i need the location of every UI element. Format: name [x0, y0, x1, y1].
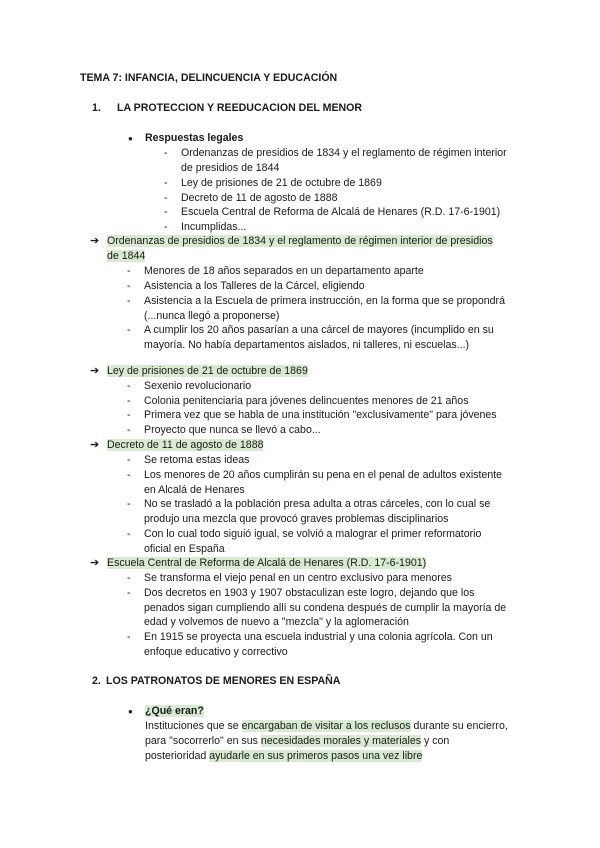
escuela-item-cont: enfoque educativo y correctivo [144, 646, 288, 658]
escuela-item: Se transforma el viejo penal en un centro exclusivo para menores [144, 572, 452, 584]
dash-icon: - [127, 528, 131, 540]
dash-icon: - [127, 424, 131, 436]
dash-icon: - [127, 380, 131, 392]
ordenanzas-item: A cumplir los 20 años pasarían a una cárcel de mayores (incumplido en su [144, 324, 494, 336]
arrow-right-icon: ➔ [90, 439, 100, 451]
patronatos-line: para "socorrerlo" en sus necesidades morales y materiales y con [145, 735, 450, 747]
arrow-right-icon: ➔ [90, 557, 100, 569]
dash-icon: - [127, 265, 131, 277]
ley-item: Primera vez que se habla de una institución "exclusivamente" para jóvenes [144, 409, 497, 421]
escuela-heading: Escuela Central de Reforma de Alcalá de Henares (R.D. 17-6-1901) [107, 557, 427, 569]
ley-item: Proyecto que nunca se llevó a cabo... [144, 424, 321, 436]
escuela-item: En 1915 se proyecta una escuela industrial y una colonia agrícola. Con un [144, 631, 493, 643]
dash-icon: - [164, 177, 168, 189]
decreto-item-cont: produjo una mezcla que provocó graves problemas disciplinarios [144, 513, 449, 525]
question-heading: ¿Qué eran? [145, 705, 204, 717]
dash-icon: - [127, 395, 131, 407]
bullet-icon: ● [128, 134, 133, 143]
dash-icon: - [127, 631, 131, 643]
ordenanzas-item-cont: (...nunca llegó a proponerse) [144, 310, 280, 322]
arrow-right-icon: ➔ [90, 365, 100, 377]
ordenanzas-item: Menores de 18 años separados en un departamento aparte [144, 265, 424, 277]
decreto-item: Los menores de 20 años cumplirán su pena en el penal de adultos existente [144, 469, 503, 481]
arrow-right-icon: ➔ [90, 235, 100, 247]
legal-item: Ley de prisiones de 21 de octubre de 1869 [181, 177, 382, 189]
legal-item: Escuela Central de Reforma de Alcalá de Henares (R.D. 17-6-1901) [181, 206, 501, 218]
dash-icon: - [164, 192, 168, 204]
decreto-item: Con lo cual todo siguió igual, se volvió a malograr el primer reformatorio [144, 528, 482, 540]
bullet-icon: ● [128, 707, 133, 716]
ley-item: Colonia penitenciaria para jóvenes delincuentes menores de 21 años [144, 395, 469, 407]
decreto-heading: Decreto de 11 de agosto de 1888 [107, 439, 264, 451]
dash-icon: - [127, 469, 131, 481]
dash-icon: - [164, 221, 168, 233]
decreto-item: No se trasladó a la población presa adulta a otras cárceles, con lo cual se [144, 498, 491, 510]
section1-number: 1. [92, 102, 101, 114]
ordenanzas-item: Asistencia a los Talleres de la Cárcel, eligiendo [144, 280, 365, 292]
dash-icon: - [164, 206, 168, 218]
dash-icon: - [127, 498, 131, 510]
patronatos-line: Instituciones que se encargaban de visitar a los reclusos durante su encierro, [145, 720, 508, 732]
dash-icon: - [127, 454, 131, 466]
ordenanzas-heading-cont: de 1844 [107, 250, 146, 262]
escuela-item-cont: penados sigan cumpliendo allí su condena después de cumplir la mayoría de [144, 602, 507, 614]
legal-bullet: Respuestas legales [145, 132, 244, 144]
ordenanzas-item: Asistencia a la Escuela de primera instrucción, en la forma que se propondrá [144, 295, 505, 307]
ordenanzas-heading: Ordenanzas de presidios de 1834 y el reglamento de régimen interior de presidios [107, 235, 493, 247]
legal-item: Incumplidas... [181, 221, 247, 233]
document-title: TEMA 7: INFANCIA, DELINCUENCIA Y EDUCACIÓN [80, 72, 338, 84]
dash-icon: - [127, 409, 131, 421]
dash-icon: - [127, 572, 131, 584]
decreto-item-cont: en Alcalá de Henares [144, 484, 245, 496]
legal-item-cont: de presidios de 1844 [181, 162, 280, 174]
escuela-item: Dos decretos en 1903 y 1907 obstaculizan este logro, dejando que los [144, 587, 475, 599]
dash-icon: - [127, 324, 131, 336]
dash-icon: - [127, 587, 131, 599]
ley-item: Sexenio revolucionario [144, 380, 252, 392]
legal-item: Ordenanzas de presidios de 1834 y el reglamento de régimen interior [181, 147, 507, 159]
ordenanzas-item-cont: mayoría. No había departamentos aislados, ni talleres, ni escuelas...) [144, 339, 470, 351]
section2-heading: LOS PATRONATOS DE MENORES EN ESPAÑA [106, 675, 341, 687]
dash-icon: - [127, 280, 131, 292]
ley-heading: Ley de prisiones de 21 de octubre de 1869 [107, 365, 308, 377]
dash-icon: - [127, 295, 131, 307]
patronatos-line: posterioridad ayudarle en sus primeros pasos una vez libre [145, 750, 423, 762]
dash-icon: - [164, 147, 168, 159]
decreto-item-cont: oficial en España [144, 543, 225, 555]
escuela-item-cont: edad y volvemos de nuevo a "mezcla" y la aglomeración [144, 616, 409, 628]
decreto-item: Se retoma estas ideas [144, 454, 250, 466]
section1-heading: LA PROTECCION Y REEDUCACION DEL MENOR [117, 102, 363, 114]
section2-number: 2. [92, 675, 101, 687]
legal-item: Decreto de 11 de agosto de 1888 [181, 192, 338, 204]
